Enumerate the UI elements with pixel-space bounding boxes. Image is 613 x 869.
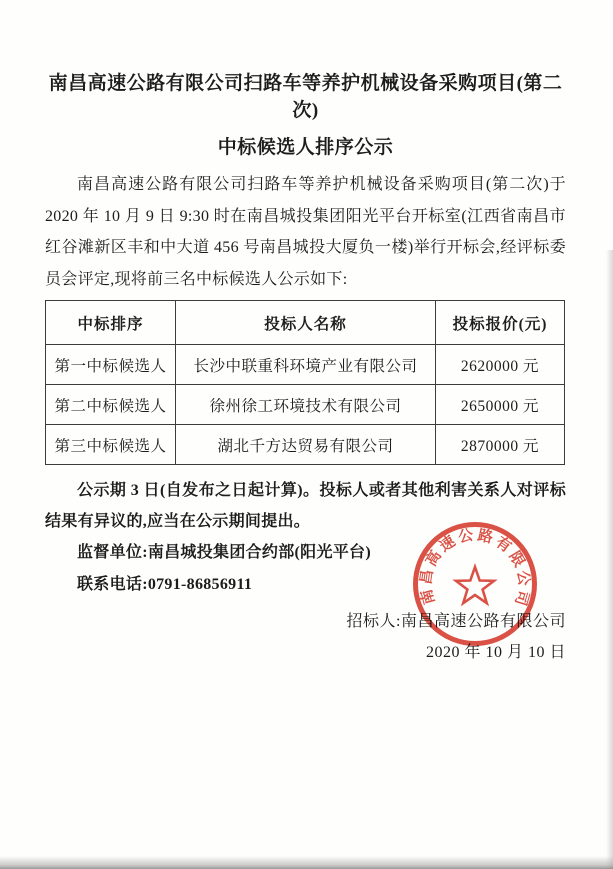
cell-price: 2650000 元 xyxy=(436,385,565,425)
document-title-line1: 南昌高速公路有限公司扫路车等养护机械设备采购项目(第二次) xyxy=(48,73,563,121)
table-row xyxy=(46,385,565,425)
header-bidder-name: 投标人名称 xyxy=(176,301,436,345)
scan-edge-shadow-bottom xyxy=(0,856,613,869)
signature-date: 2020 年 10 月 10 日 xyxy=(425,644,566,661)
header-bid-price: 投标报价(元) xyxy=(436,301,565,345)
cell-bidder: 徐州徐工环境技术有限公司 xyxy=(176,385,436,425)
bid-candidates-table xyxy=(45,300,565,465)
tenderer-signature-line: 招标人:南昌高速公路有限公司 xyxy=(346,613,566,630)
header-rank: 中标排序 xyxy=(46,301,176,345)
supervision-unit-line: 监督单位:南昌城投集团合约部(阳光平台) xyxy=(77,544,371,561)
contact-phone-line: 联系电话:0791-86856911 xyxy=(77,575,253,593)
cell-rank: 第二中标候选人 xyxy=(46,385,176,425)
cell-bidder: 长沙中联重科环境产业有限公司 xyxy=(176,345,436,385)
table-row xyxy=(46,345,565,385)
cell-price: 2870000 元 xyxy=(436,425,565,465)
cell-bidder: 湖北千方达贸易有限公司 xyxy=(176,425,436,465)
scan-edge-shadow-right xyxy=(606,250,613,869)
intro-paragraph: 南昌高速公路有限公司扫路车等养护机械设备采购项目(第二次)于 2020 年 10 月 9 日 9:30 时在南昌城投集团阳光平台开标室(江西省南昌市红谷滩新区丰和中大道 456 号南昌城投大厦负一楼)举行开标会,经评标委员会评定,现将前三名中标候选人公示如下: xyxy=(45,176,566,288)
table-header-row xyxy=(46,301,565,345)
publicity-period-notice: 公示期 3 日(自发布之日起计算)。投标人或者其他利害关系人对评标结果有异议的,应当在公示期间提出。 xyxy=(45,482,566,530)
cell-price: 2620000 元 xyxy=(436,345,565,385)
cell-rank: 第一中标候选人 xyxy=(46,345,176,385)
cell-rank: 第三中标候选人 xyxy=(46,425,176,465)
table-row xyxy=(46,425,565,465)
seal-company-text: 南昌高速公路有限公司 xyxy=(418,527,532,608)
document-title-line2: 中标候选人排序公示 xyxy=(217,137,394,158)
document-content xyxy=(45,0,566,666)
